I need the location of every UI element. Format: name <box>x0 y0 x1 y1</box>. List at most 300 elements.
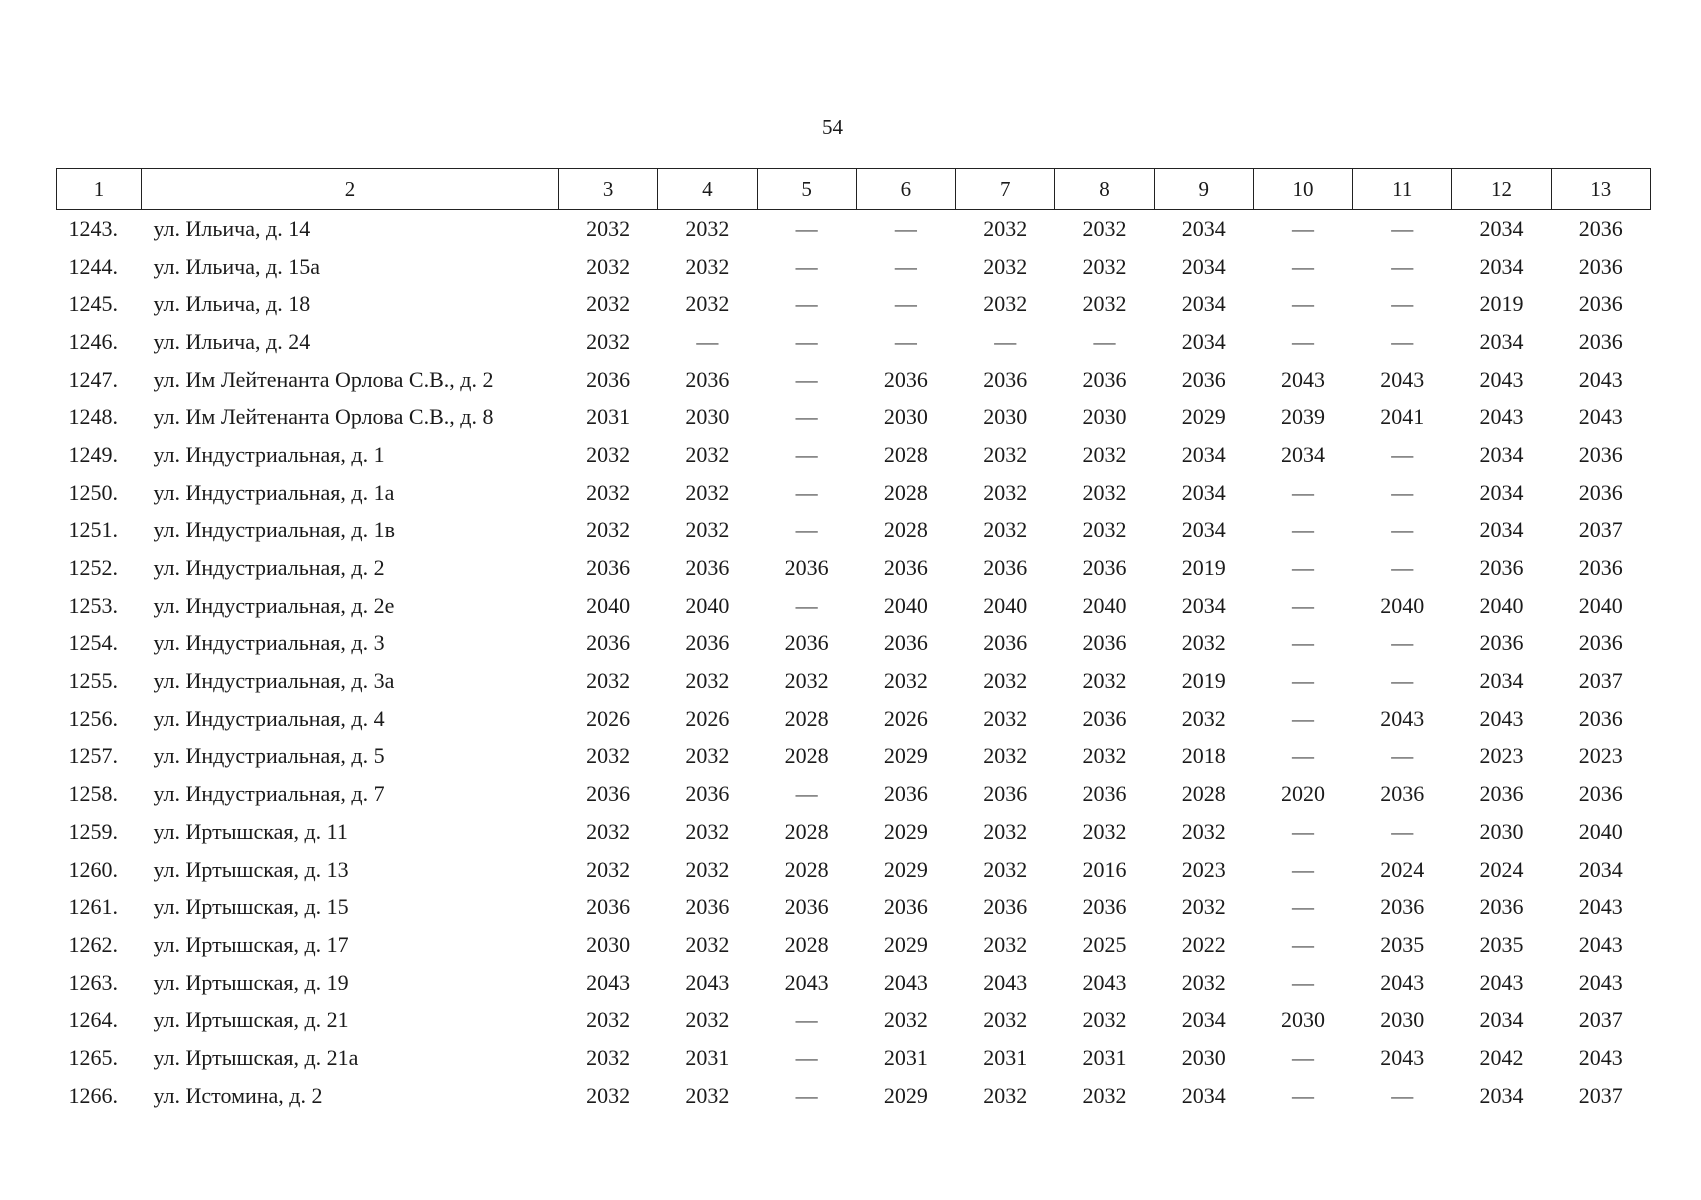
column-header: 7 <box>956 169 1055 210</box>
year-cell: 2034 <box>1479 517 1524 543</box>
year-cell: 2034 <box>1578 856 1623 882</box>
year-cell: 2043 <box>1578 404 1623 430</box>
year-cell: 2043 <box>983 969 1028 995</box>
year-cell: 2032 <box>586 668 631 694</box>
address-cell: ул. Иртышская, д. 21 <box>153 1007 349 1033</box>
table-row <box>57 398 1651 436</box>
year-cell: 2037 <box>1578 668 1623 694</box>
year-cell: 2043 <box>1479 969 1524 995</box>
year-cell: 2034 <box>1181 1007 1226 1033</box>
address-cell: ул. Иртышская, д. 11 <box>153 818 348 844</box>
year-cell: — <box>1291 894 1314 920</box>
year-cell: 2035 <box>1380 931 1425 957</box>
row-number: 1265. <box>68 1044 118 1070</box>
year-cell: 2036 <box>685 894 730 920</box>
table-row <box>57 700 1651 738</box>
page-number: 54 <box>822 115 843 139</box>
year-cell: 2026 <box>883 705 928 731</box>
year-cell: 2032 <box>1181 705 1226 731</box>
table-row <box>57 436 1651 474</box>
year-cell: 2036 <box>1578 555 1623 581</box>
address-cell: ул. Иртышская, д. 19 <box>153 969 349 995</box>
year-cell: 2036 <box>1578 705 1623 731</box>
year-cell: 2034 <box>1181 592 1226 618</box>
year-cell: — <box>795 479 818 505</box>
year-cell: 2032 <box>586 1007 631 1033</box>
column-header: 3 <box>559 169 658 210</box>
row-number: 1248. <box>68 404 118 430</box>
year-cell: — <box>1291 517 1314 543</box>
year-cell: — <box>1391 743 1414 769</box>
column-header: 10 <box>1253 169 1352 210</box>
table-row <box>57 587 1651 625</box>
address-cell: ул. Индустриальная, д. 2 <box>153 555 385 581</box>
year-cell: 2034 <box>1181 253 1226 279</box>
address-cell: ул. Ильича, д. 18 <box>153 291 311 317</box>
year-cell: 2036 <box>1380 894 1425 920</box>
table-row <box>57 549 1651 587</box>
year-cell: 2032 <box>685 668 730 694</box>
year-cell: — <box>1291 630 1314 656</box>
row-number: 1245. <box>68 291 118 317</box>
year-cell: — <box>696 328 719 354</box>
table-row <box>57 738 1651 776</box>
row-number: 1256. <box>68 705 118 731</box>
year-cell: 2036 <box>1578 215 1623 241</box>
row-number: 1252. <box>68 555 118 581</box>
year-cell: — <box>795 592 818 618</box>
year-cell: 2032 <box>586 215 631 241</box>
address-cell: ул. Им Лейтенанта Орлова С.В., д. 8 <box>153 404 494 430</box>
year-cell: — <box>1291 215 1314 241</box>
year-cell: 2043 <box>1578 1044 1623 1070</box>
year-cell: 2032 <box>983 441 1028 467</box>
year-cell: 2032 <box>983 931 1028 957</box>
year-cell: — <box>1391 668 1414 694</box>
year-cell: — <box>1391 328 1414 354</box>
year-cell: 2043 <box>1280 366 1325 392</box>
year-cell: 2036 <box>883 366 928 392</box>
year-cell: 2040 <box>1578 592 1623 618</box>
column-header: 12 <box>1452 169 1551 210</box>
table-row <box>57 775 1651 813</box>
year-cell: 2032 <box>586 253 631 279</box>
year-cell: 2040 <box>1380 592 1425 618</box>
year-cell: 2036 <box>685 366 730 392</box>
year-cell: 2032 <box>685 1007 730 1033</box>
year-cell: 2030 <box>983 404 1028 430</box>
year-cell: 2030 <box>883 404 928 430</box>
address-cell: ул. Истомина, д. 2 <box>153 1082 323 1108</box>
year-cell: 2032 <box>685 818 730 844</box>
year-cell: 2032 <box>586 291 631 317</box>
year-cell: — <box>795 1044 818 1070</box>
year-cell: 2032 <box>685 253 730 279</box>
row-number: 1255. <box>68 668 118 694</box>
year-cell: 2032 <box>685 856 730 882</box>
year-cell: 2036 <box>1082 781 1127 807</box>
address-cell: ул. Индустриальная, д. 5 <box>153 743 385 769</box>
year-cell: 2032 <box>685 931 730 957</box>
row-number: 1249. <box>68 441 118 467</box>
year-cell: 2036 <box>685 555 730 581</box>
table-row <box>57 964 1651 1002</box>
year-cell: 2034 <box>1479 253 1524 279</box>
address-cell: ул. Ильича, д. 24 <box>153 328 311 354</box>
table-row <box>57 474 1651 512</box>
year-cell: 2032 <box>983 1007 1028 1033</box>
year-cell: 2036 <box>1578 441 1623 467</box>
year-cell: 2023 <box>1479 743 1524 769</box>
year-cell: 2032 <box>983 1082 1028 1108</box>
year-cell: — <box>795 441 818 467</box>
row-number: 1243. <box>68 215 118 241</box>
row-number: 1266. <box>68 1082 118 1108</box>
year-cell: — <box>1291 291 1314 317</box>
year-cell: 2029 <box>883 1082 928 1108</box>
year-cell: 2032 <box>586 328 631 354</box>
row-number: 1259. <box>68 818 118 844</box>
year-cell: 2039 <box>1280 404 1325 430</box>
year-cell: 2036 <box>586 555 631 581</box>
year-cell: 2043 <box>1479 366 1524 392</box>
year-cell: 2036 <box>1578 291 1623 317</box>
year-cell: 2036 <box>784 555 829 581</box>
year-cell: 2036 <box>586 630 631 656</box>
row-number: 1244. <box>68 253 118 279</box>
year-cell: 2028 <box>784 856 829 882</box>
year-cell: 2036 <box>1578 328 1623 354</box>
year-cell: 2035 <box>1479 931 1524 957</box>
year-cell: 2036 <box>1082 555 1127 581</box>
year-cell: 2043 <box>1479 404 1524 430</box>
year-cell: — <box>1391 1082 1414 1108</box>
address-cell: ул. Иртышская, д. 21а <box>153 1044 359 1070</box>
table-body <box>57 210 1651 1115</box>
address-cell: ул. Ильича, д. 14 <box>153 215 311 241</box>
year-cell: 2032 <box>685 743 730 769</box>
address-cell: ул. Индустриальная, д. 1а <box>153 479 395 505</box>
year-cell: — <box>1291 969 1314 995</box>
year-cell: 2032 <box>586 818 631 844</box>
year-cell: 2028 <box>883 517 928 543</box>
address-cell: ул. Индустриальная, д. 1 <box>153 441 385 467</box>
housing-schedule-table <box>56 168 1651 1115</box>
year-cell: — <box>795 366 818 392</box>
year-cell: 2028 <box>1181 781 1226 807</box>
year-cell: 2036 <box>784 630 829 656</box>
year-cell: 2032 <box>586 441 631 467</box>
table-row <box>57 1001 1651 1039</box>
column-header: 13 <box>1551 169 1650 210</box>
year-cell: 2036 <box>586 781 631 807</box>
year-cell: 2024 <box>1479 856 1524 882</box>
year-cell: — <box>1291 328 1314 354</box>
year-cell: 2030 <box>1479 818 1524 844</box>
year-cell: 2034 <box>1181 328 1226 354</box>
address-cell: ул. Индустриальная, д. 7 <box>153 781 385 807</box>
year-cell: 2032 <box>1082 253 1127 279</box>
table-row <box>57 248 1651 286</box>
year-cell: 2032 <box>1082 1082 1127 1108</box>
year-cell: 2031 <box>1082 1044 1127 1070</box>
row-number: 1246. <box>68 328 118 354</box>
year-cell: — <box>1093 328 1116 354</box>
year-cell: — <box>795 215 818 241</box>
year-cell: 2036 <box>1479 894 1524 920</box>
column-header: 2 <box>142 169 559 210</box>
table-row <box>57 323 1651 361</box>
table-row <box>57 285 1651 323</box>
year-cell: 2034 <box>1479 215 1524 241</box>
year-cell: 2037 <box>1578 1082 1623 1108</box>
address-cell: ул. Им Лейтенанта Орлова С.В., д. 2 <box>153 366 494 392</box>
year-cell: — <box>1291 743 1314 769</box>
year-cell: 2036 <box>784 894 829 920</box>
year-cell: 2032 <box>883 668 928 694</box>
year-cell: 2043 <box>1380 1044 1425 1070</box>
address-cell: ул. Иртышская, д. 17 <box>153 931 349 957</box>
year-cell: — <box>795 517 818 543</box>
year-cell: — <box>795 328 818 354</box>
year-cell: 2036 <box>883 894 928 920</box>
year-cell: 2029 <box>1181 404 1226 430</box>
year-cell: — <box>795 1082 818 1108</box>
year-cell: 2036 <box>586 366 631 392</box>
year-cell: 2032 <box>586 517 631 543</box>
year-cell: 2031 <box>586 404 631 430</box>
year-cell: — <box>1391 479 1414 505</box>
year-cell: 2043 <box>1380 705 1425 731</box>
table-row <box>57 813 1651 851</box>
year-cell: 2036 <box>1082 630 1127 656</box>
year-cell: 2034 <box>1479 668 1524 694</box>
year-cell: 2030 <box>1280 1007 1325 1033</box>
year-cell: 2040 <box>586 592 631 618</box>
year-cell: 2032 <box>883 1007 928 1033</box>
year-cell: 2036 <box>1578 253 1623 279</box>
year-cell: 2025 <box>1082 931 1127 957</box>
year-cell: 2034 <box>1479 1082 1524 1108</box>
row-number: 1247. <box>68 366 118 392</box>
year-cell: 2032 <box>685 441 730 467</box>
year-cell: 2018 <box>1181 743 1226 769</box>
table-row <box>57 888 1651 926</box>
year-cell: — <box>894 328 917 354</box>
address-cell: ул. Ильича, д. 15а <box>153 253 320 279</box>
year-cell: 2040 <box>1479 592 1524 618</box>
year-cell: 2036 <box>1578 630 1623 656</box>
year-cell: — <box>1291 705 1314 731</box>
year-cell: — <box>1291 479 1314 505</box>
year-cell: 2019 <box>1479 291 1524 317</box>
year-cell: 2043 <box>1578 969 1623 995</box>
year-cell: 2032 <box>1082 479 1127 505</box>
year-cell: 2034 <box>1181 441 1226 467</box>
year-cell: 2016 <box>1082 856 1127 882</box>
column-header: 9 <box>1154 169 1253 210</box>
year-cell: 2032 <box>586 1044 631 1070</box>
year-cell: 2019 <box>1181 555 1226 581</box>
year-cell: 2024 <box>1380 856 1425 882</box>
year-cell: 2043 <box>1082 969 1127 995</box>
table-row <box>57 926 1651 964</box>
year-cell: 2028 <box>784 818 829 844</box>
column-header: 6 <box>856 169 955 210</box>
address-cell: ул. Индустриальная, д. 2е <box>153 592 395 618</box>
year-cell: — <box>894 215 917 241</box>
year-cell: 2036 <box>1578 479 1623 505</box>
year-cell: 2040 <box>1578 818 1623 844</box>
year-cell: 2037 <box>1578 1007 1623 1033</box>
year-cell: 2034 <box>1280 441 1325 467</box>
year-cell: 2032 <box>586 1082 631 1108</box>
year-cell: 2036 <box>883 630 928 656</box>
table-row <box>57 662 1651 700</box>
year-cell: 2032 <box>1181 630 1226 656</box>
year-cell: 2019 <box>1181 668 1226 694</box>
year-cell: 2032 <box>685 479 730 505</box>
year-cell: 2032 <box>784 668 829 694</box>
year-cell: 2032 <box>1181 894 1226 920</box>
address-cell: ул. Индустриальная, д. 3а <box>153 668 395 694</box>
year-cell: 2043 <box>685 969 730 995</box>
year-cell: 2029 <box>883 856 928 882</box>
year-cell: 2032 <box>983 517 1028 543</box>
year-cell: 2030 <box>1380 1007 1425 1033</box>
year-cell: 2036 <box>1479 555 1524 581</box>
year-cell: — <box>1291 856 1314 882</box>
year-cell: 2026 <box>685 705 730 731</box>
year-cell: 2036 <box>1082 705 1127 731</box>
year-cell: 2029 <box>883 743 928 769</box>
year-cell: 2032 <box>685 291 730 317</box>
year-cell: 2031 <box>983 1044 1028 1070</box>
year-cell: 2036 <box>883 555 928 581</box>
table-row <box>57 512 1651 550</box>
year-cell: 2036 <box>983 894 1028 920</box>
year-cell: 2036 <box>983 781 1028 807</box>
year-cell: 2040 <box>1082 592 1127 618</box>
year-cell: 2031 <box>685 1044 730 1070</box>
year-cell: 2026 <box>586 705 631 731</box>
year-cell: 2036 <box>1082 894 1127 920</box>
year-cell: 2032 <box>685 215 730 241</box>
year-cell: 2032 <box>983 818 1028 844</box>
year-cell: 2043 <box>1578 366 1623 392</box>
year-cell: 2023 <box>1578 743 1623 769</box>
year-cell: 2030 <box>1181 1044 1226 1070</box>
row-number: 1263. <box>68 969 118 995</box>
header-row <box>57 169 1651 210</box>
year-cell: 2036 <box>1380 781 1425 807</box>
address-cell: ул. Иртышская, д. 13 <box>153 856 349 882</box>
row-number: 1251. <box>68 517 118 543</box>
year-cell: — <box>1291 1082 1314 1108</box>
year-cell: 2032 <box>685 517 730 543</box>
year-cell: 2032 <box>983 705 1028 731</box>
year-cell: 2034 <box>1479 441 1524 467</box>
column-header: 8 <box>1055 169 1154 210</box>
year-cell: 2023 <box>1181 856 1226 882</box>
row-number: 1253. <box>68 592 118 618</box>
year-cell: 2036 <box>685 781 730 807</box>
year-cell: 2036 <box>1181 366 1226 392</box>
year-cell: 2032 <box>983 253 1028 279</box>
row-number: 1262. <box>68 931 118 957</box>
year-cell: 2040 <box>883 592 928 618</box>
year-cell: 2036 <box>883 781 928 807</box>
year-cell: 2034 <box>1479 328 1524 354</box>
year-cell: 2032 <box>685 1082 730 1108</box>
table-row <box>57 625 1651 663</box>
year-cell: 2029 <box>883 931 928 957</box>
year-cell: 2043 <box>1578 894 1623 920</box>
year-cell: 2032 <box>983 215 1028 241</box>
year-cell: 2043 <box>1479 705 1524 731</box>
year-cell: — <box>1291 253 1314 279</box>
year-cell: 2041 <box>1380 404 1425 430</box>
table-row <box>57 1039 1651 1077</box>
row-number: 1254. <box>68 630 118 656</box>
year-cell: 2043 <box>883 969 928 995</box>
year-cell: 2034 <box>1181 215 1226 241</box>
year-cell: 2036 <box>983 555 1028 581</box>
column-header: 4 <box>658 169 757 210</box>
table-row <box>57 361 1651 399</box>
year-cell: 2032 <box>983 479 1028 505</box>
row-number: 1264. <box>68 1007 118 1033</box>
year-cell: 2030 <box>586 931 631 957</box>
column-header: 11 <box>1353 169 1452 210</box>
year-cell: 2040 <box>685 592 730 618</box>
year-cell: — <box>795 291 818 317</box>
row-number: 1258. <box>68 781 118 807</box>
year-cell: 2036 <box>1082 366 1127 392</box>
year-cell: 2032 <box>586 856 631 882</box>
year-cell: 2032 <box>1082 441 1127 467</box>
year-cell: 2040 <box>983 592 1028 618</box>
year-cell: 2031 <box>883 1044 928 1070</box>
year-cell: 2032 <box>586 743 631 769</box>
year-cell: 2043 <box>586 969 631 995</box>
address-cell: ул. Индустриальная, д. 4 <box>153 705 385 731</box>
year-cell: — <box>994 328 1017 354</box>
year-cell: 2032 <box>983 291 1028 317</box>
year-cell: 2032 <box>983 743 1028 769</box>
year-cell: — <box>1391 517 1414 543</box>
year-cell: 2022 <box>1181 931 1226 957</box>
year-cell: — <box>1391 291 1414 317</box>
year-cell: 2034 <box>1181 291 1226 317</box>
address-cell: ул. Иртышская, д. 15 <box>153 894 349 920</box>
year-cell: 2034 <box>1181 517 1226 543</box>
year-cell: 2030 <box>1082 404 1127 430</box>
year-cell: 2036 <box>1578 781 1623 807</box>
year-cell: 2043 <box>1578 931 1623 957</box>
year-cell: 2030 <box>685 404 730 430</box>
year-cell: — <box>1391 555 1414 581</box>
year-cell: 2032 <box>1082 215 1127 241</box>
table-row <box>57 210 1651 248</box>
year-cell: — <box>1291 555 1314 581</box>
address-cell: ул. Индустриальная, д. 1в <box>153 517 395 543</box>
year-cell: 2034 <box>1181 479 1226 505</box>
year-cell: 2032 <box>1082 668 1127 694</box>
year-cell: — <box>795 404 818 430</box>
year-cell: 2032 <box>1181 818 1226 844</box>
year-cell: 2036 <box>1479 630 1524 656</box>
